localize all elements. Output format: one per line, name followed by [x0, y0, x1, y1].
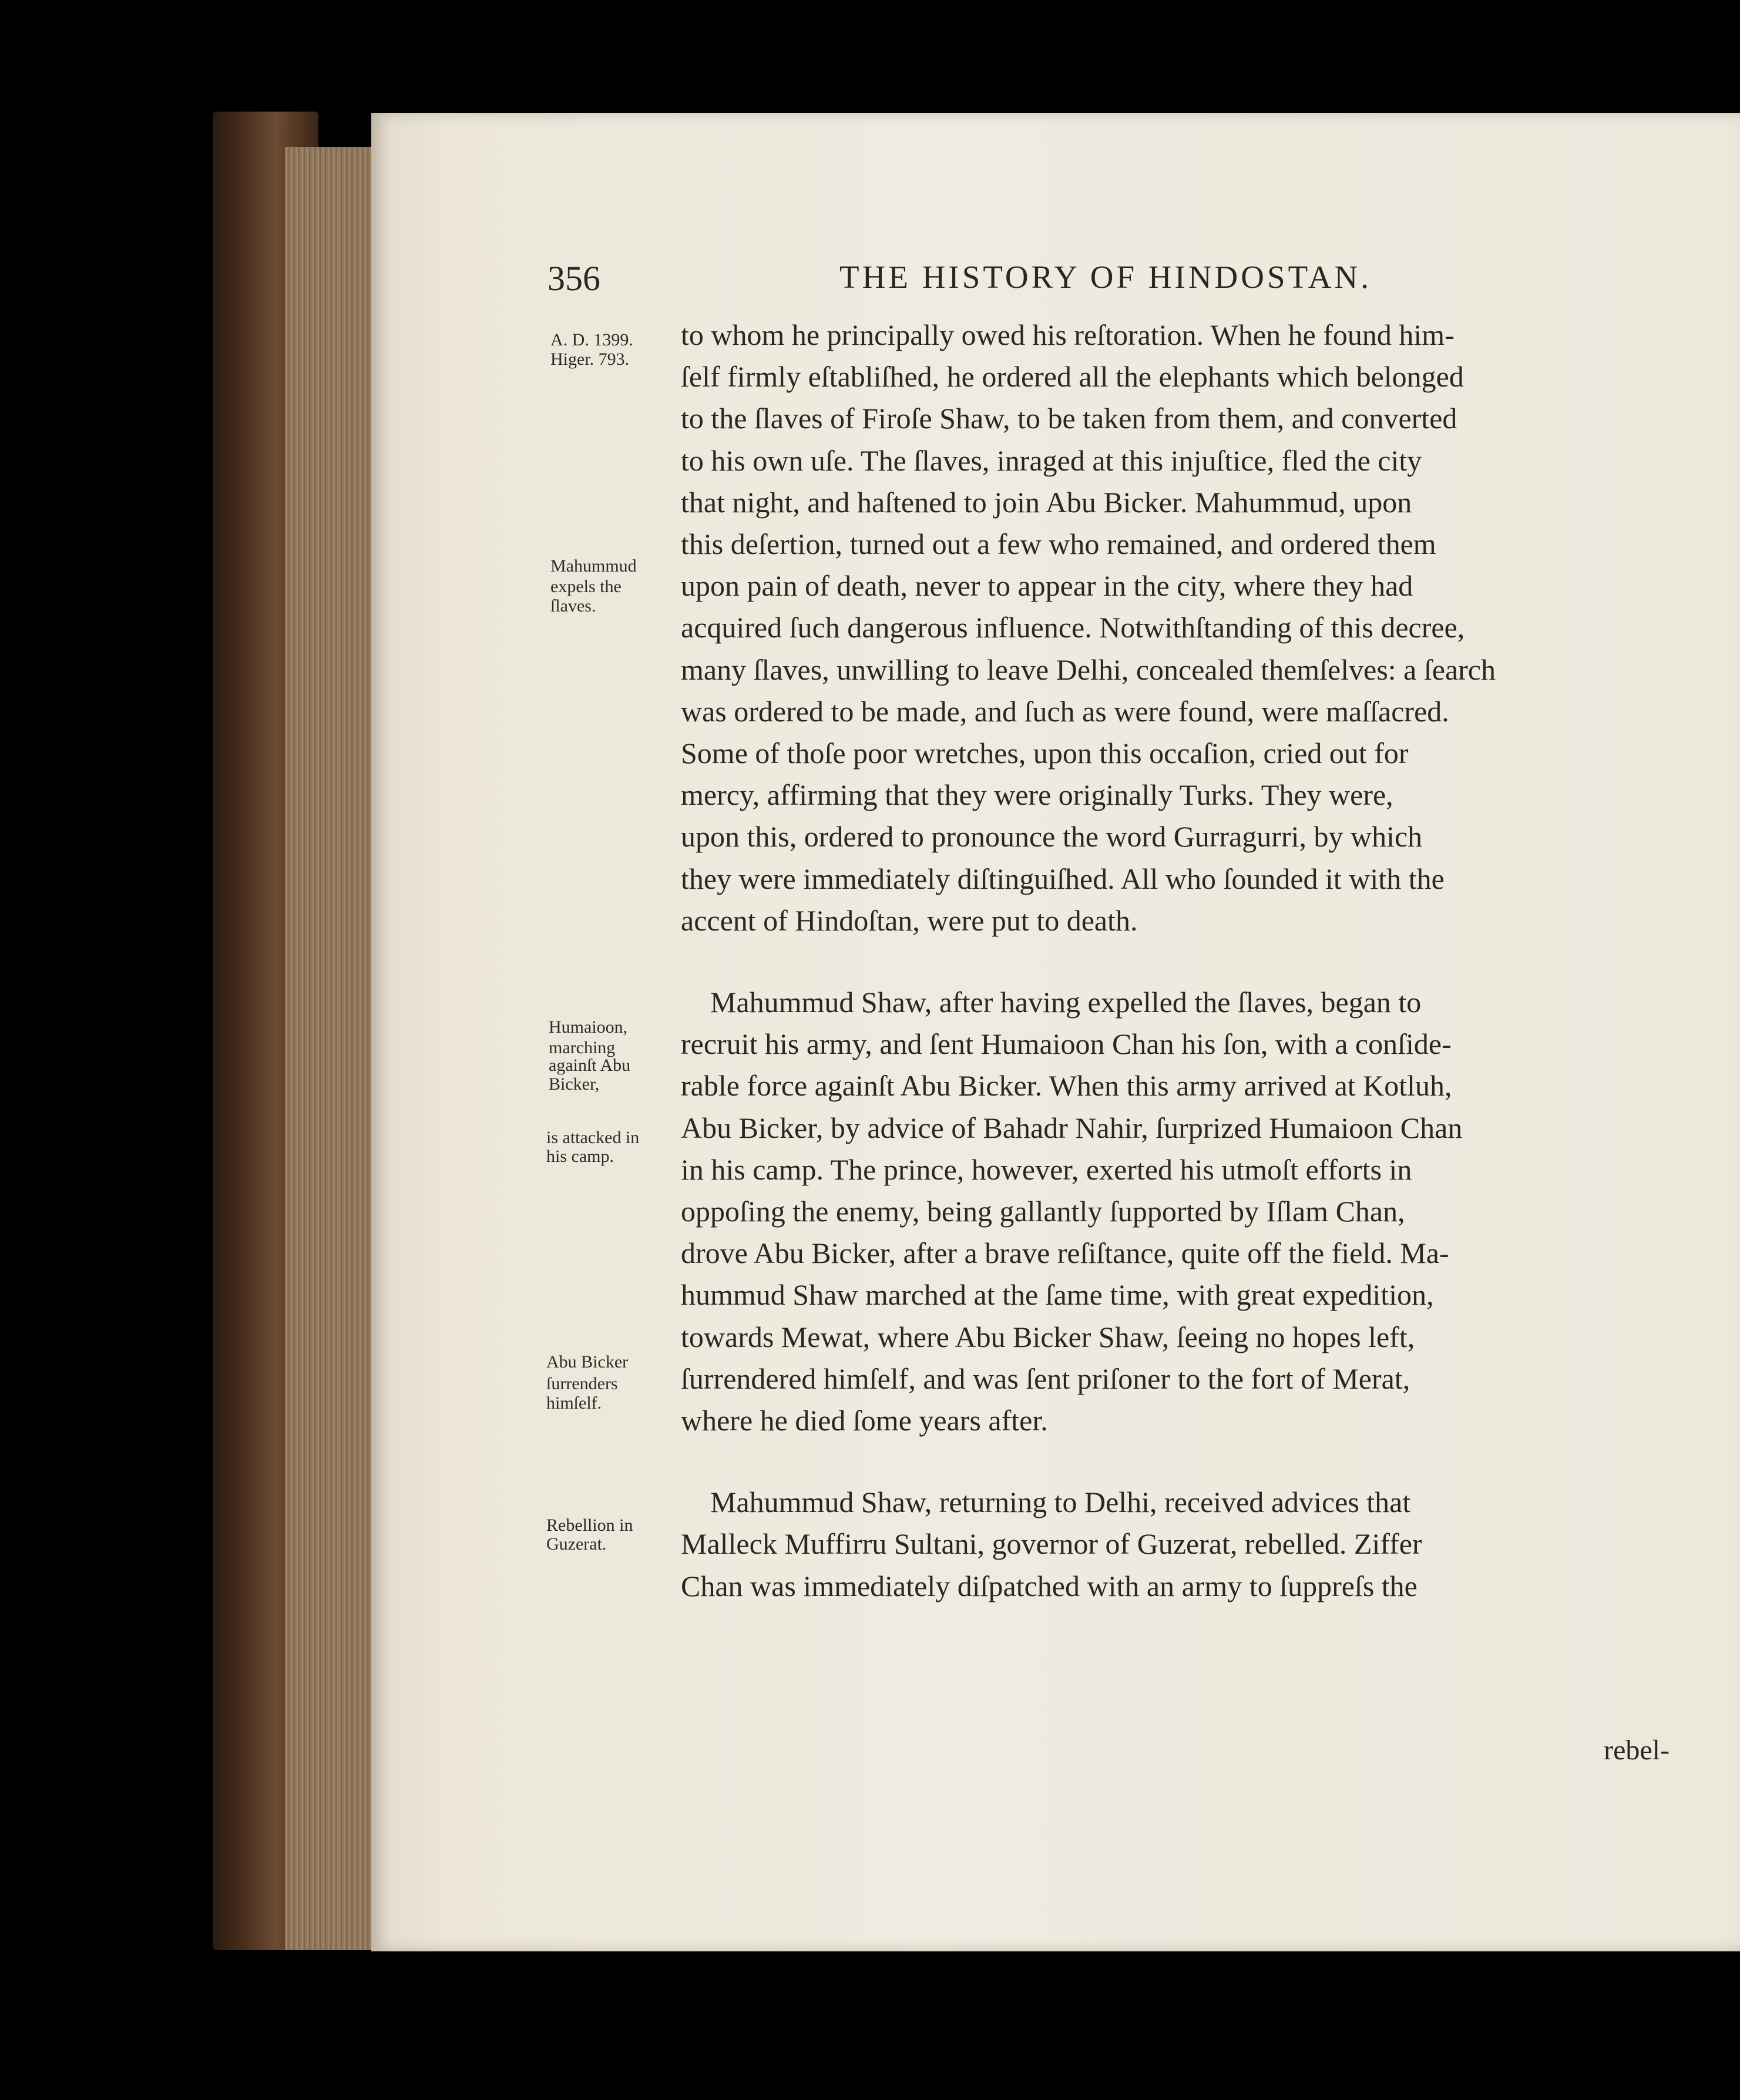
- side-note: ſurrenders: [546, 1374, 618, 1393]
- text-line: Chan was immediately diſpatched with an army to ſuppreſs the: [681, 1569, 1417, 1602]
- text-line: where he died ſome years after.: [681, 1404, 1048, 1437]
- side-note: himſelf.: [546, 1393, 602, 1413]
- side-note: is attacked in: [546, 1128, 640, 1147]
- main-text: [681, 314, 1740, 1607]
- text-line: towards Mewat, where Abu Bicker Shaw, ſeeing no hopes left,: [681, 1320, 1415, 1353]
- text-line: to whom he principally owed his reſtoration. When he found him-: [681, 318, 1455, 351]
- text-line: they were immediately diſtinguiſhed. All who ſounded it with the: [681, 862, 1445, 895]
- side-note: Rebellion in: [546, 1516, 633, 1535]
- text-line: this deſertion, turned out a few who remained, and ordered them: [681, 527, 1436, 561]
- text-line: ſelf firmly eſtabliſhed, he ordered all the elephants which belonged: [681, 360, 1464, 394]
- catchword: rebel-: [1604, 1735, 1670, 1766]
- side-note-higer: Higer. 793.: [550, 350, 630, 369]
- text-line: recruit his army, and ſent Humaioon Chan his ſon, with a conſide-: [681, 1027, 1452, 1061]
- text-line: rable force againſt Abu Bicker. When this army arrived at Kotluh,: [681, 1069, 1452, 1103]
- paragraph-1: [681, 314, 1740, 942]
- side-note-date: A. D. 1399.: [550, 330, 633, 350]
- text-line: hummud Shaw marched at the ſame time, with great expedition,: [681, 1278, 1434, 1312]
- text-line: many ſlaves, unwilling to leave Delhi, concealed themſelves: a ſearch: [681, 653, 1496, 686]
- page-edges: [285, 147, 373, 1950]
- text-line: was ordered to be made, and ſuch as were found, were maſſacred.: [681, 694, 1449, 728]
- side-note: Guzerat.: [546, 1534, 607, 1554]
- text-line: upon this, ordered to pronounce the word Gurragurri, by which: [681, 820, 1423, 854]
- text-line: Mahummud Shaw, after having expelled the ſlaves, began to: [710, 986, 1422, 1019]
- text-line: to his own uſe. The ſlaves, inraged at this injuſtice, fled the city: [681, 443, 1422, 477]
- page-number: 356: [547, 259, 600, 298]
- side-note: Bicker,: [549, 1074, 600, 1094]
- text-line: ſurrendered himſelf, and was ſent priſoner to the fort of Merat,: [681, 1362, 1410, 1395]
- side-note: Humaioon,: [549, 1017, 628, 1037]
- text-line: oppoſing the enemy, being gallantly ſupported by Iſlam Chan,: [681, 1195, 1405, 1228]
- side-note: againſt Abu: [549, 1056, 631, 1075]
- text-line: Some of thoſe poor wretches, upon this occaſion, cried out for: [681, 737, 1409, 770]
- running-title: THE HISTORY OF HINDOSTAN.: [839, 259, 1372, 295]
- text-line: to the ſlaves of Firoſe Shaw, to be taken from them, and converted: [681, 402, 1457, 435]
- side-note: expels the: [550, 577, 622, 596]
- side-note: Mahummud: [550, 556, 637, 576]
- text-line: Abu Bicker, by advice of Bahadr Nahir, ſurprized Humaioon Chan: [681, 1111, 1463, 1144]
- text-line: mercy, affirming that they were originally Turks. They were,: [681, 778, 1393, 812]
- text-line: upon pain of death, never to appear in the city, where they had: [681, 569, 1413, 603]
- text-line: acquired ſuch dangerous influence. Notwithſtanding of this decree,: [681, 611, 1465, 644]
- page-header: [547, 258, 1664, 305]
- text-line: in his camp. The prince, however, exerted his utmoſt efforts in: [681, 1153, 1412, 1186]
- text-line: Malleck Muffirru Sultani, governor of Guzerat, rebelled. Ziffer: [681, 1527, 1422, 1561]
- text-line: drove Abu Bicker, after a brave reſiſtance, quite off the field. Ma-: [681, 1237, 1449, 1270]
- side-note: Abu Bicker: [546, 1352, 629, 1372]
- side-note: ſlaves.: [550, 596, 596, 616]
- text-line: Mahummud Shaw, returning to Delhi, received advices that: [710, 1486, 1411, 1519]
- side-note: his camp.: [546, 1147, 614, 1166]
- text-line: that night, and haſtened to join Abu Bicker. Mahummud, upon: [681, 485, 1412, 519]
- side-note: marching: [549, 1038, 616, 1057]
- paragraph-2: [681, 982, 1740, 1442]
- book-page: [371, 113, 1740, 1951]
- paragraph-3: [681, 1481, 1740, 1607]
- text-line: accent of Hindoſtan, were put to death.: [681, 903, 1138, 937]
